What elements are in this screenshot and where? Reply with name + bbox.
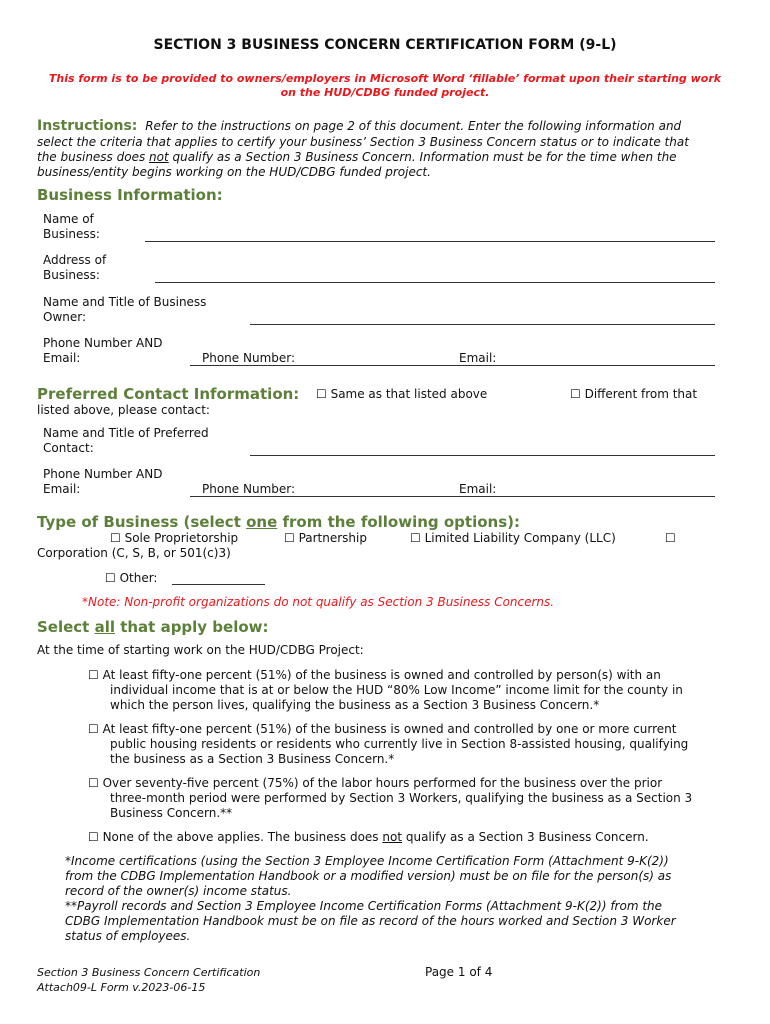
corporation-label: Corporation (C, S, B, or 501(c)3)	[37, 546, 231, 560]
corporation-checkbox[interactable]: ☐	[665, 531, 676, 545]
option-labor-hours-line-3: Business Concern.**	[110, 806, 233, 820]
option-low-income-checkbox[interactable]: ☐ At least fifty-one percent (51%) of the business is owned and controlled by person(s) with an	[88, 668, 661, 682]
page-number: Page 1 of 4	[425, 965, 493, 979]
preferred-phone-label: Phone Number:	[202, 482, 296, 496]
option-labor-hours-checkbox[interactable]: ☐ Over seventy-five percent (75%) of the labor hours performed for the business over the prior	[88, 776, 663, 790]
preferred-name-label-2: Contact:	[43, 441, 94, 455]
preferred-phone-label-1: Phone Number AND	[43, 467, 163, 481]
owner-label-2: Owner:	[43, 310, 87, 324]
phone-email-label-1: Phone Number AND	[43, 336, 163, 350]
business-name-label-1: Name of	[43, 212, 94, 226]
option-public-housing-checkbox[interactable]: ☐ At least fifty-one percent (51%) of the business is owned and controlled by one or more current	[88, 722, 677, 736]
footnote-2-line-2: CDBG Implementation Handbook must be on file as record of the hours worked and Section 3 Worker	[65, 914, 676, 928]
other-field[interactable]	[172, 584, 265, 585]
instructions-line-1: Refer to the instructions on page 2 of this document. Enter the following information and	[145, 119, 682, 133]
sole-proprietorship-checkbox[interactable]: ☐ Sole Proprietorship	[110, 531, 239, 545]
business-info-heading: Business Information:	[37, 186, 223, 204]
option-low-income-line-2: individual income that is at or below the HUD “80% Low Income” income limit for the county in	[110, 683, 683, 697]
business-type-heading: Type of Business (select one from the following options):	[37, 513, 520, 531]
notice-line-1: This form is to be provided to owners/employers in Microsoft Word ‘fillable’ format upon their starting work	[48, 72, 722, 85]
instructions-line-2: select the criteria that applies to certify your business’ Section 3 Business Concern status or to indicate that	[37, 135, 689, 149]
preferred-name-field[interactable]	[250, 455, 715, 456]
preferred-name-label-1: Name and Title of Preferred	[43, 426, 209, 440]
footnote-1-line-2: from the CDBG Implementation Handbook or a modified version) must be on file for the person(s) as	[65, 869, 672, 883]
notice-line-2: on the HUD/CDBG funded project.	[280, 86, 490, 99]
footer-version: Attach09-L Form v.2023-06-15	[37, 981, 206, 994]
preferred-phone-email-field[interactable]	[190, 496, 715, 497]
option-labor-hours-line-2: three-month period were performed by Section 3 Workers, qualifying the business as a Section 3	[110, 791, 693, 805]
different-contact-continued: listed above, please contact:	[37, 403, 210, 417]
business-address-label-1: Address of	[43, 253, 107, 267]
different-contact-checkbox[interactable]: ☐ Different from that	[570, 387, 698, 401]
instructions-heading: Instructions:	[37, 118, 138, 134]
select-all-heading: Select all that apply below:	[37, 618, 269, 636]
phone-label: Phone Number:	[202, 351, 296, 365]
business-address-label-2: Business:	[43, 268, 100, 282]
owner-label-1: Name and Title of Business	[43, 295, 207, 309]
instructions-line-3: the business does not qualify as a Section 3 Business Concern. Information must be for the time when the	[37, 150, 677, 164]
phone-email-field[interactable]	[190, 365, 715, 366]
footer-doc-name: Section 3 Business Concern Certification	[37, 966, 261, 979]
owner-field[interactable]	[250, 324, 715, 325]
footnote-2-line-3: status of employees.	[65, 929, 191, 943]
business-address-field[interactable]	[155, 282, 715, 283]
instructions-line-4: business/entity begins working on the HUD/CDBG funded project.	[37, 165, 431, 179]
same-as-above-checkbox[interactable]: ☐ Same as that listed above	[316, 387, 488, 401]
other-checkbox[interactable]: ☐ Other:	[105, 571, 158, 585]
footnote-2-line-1: **Payroll records and Section 3 Employee Income Certification Forms (Attachment 9-K(2)) from the	[65, 899, 663, 913]
option-low-income-line-3: which the person lives, qualifying the business as a Section 3 Business Concern.*	[110, 698, 600, 712]
phone-email-label-2: Email:	[43, 351, 81, 365]
llc-checkbox[interactable]: ☐ Limited Liability Company (LLC)	[410, 531, 616, 545]
preferred-email-label: Email:	[459, 482, 497, 496]
footnote-1-line-3: record of the owner(s) income status.	[65, 884, 292, 898]
partnership-checkbox[interactable]: ☐ Partnership	[284, 531, 367, 545]
instructions-block	[37, 118, 681, 134]
option-none-checkbox[interactable]: ☐ None of the above applies. The business does not qualify as a Section 3 Business Concern.	[88, 830, 649, 844]
preferred-phone-label-2: Email:	[43, 482, 81, 496]
option-public-housing-line-2: public housing residents or residents who currently live in Section 8-assisted housing, qualifying	[110, 737, 689, 751]
non-profit-note: *Note: Non-profit organizations do not qualify as Section 3 Business Concerns.	[82, 595, 555, 609]
business-name-label-2: Business:	[43, 227, 100, 241]
page-title: SECTION 3 BUSINESS CONCERN CERTIFICATION FORM (9-L)	[153, 37, 617, 53]
business-name-field[interactable]	[145, 241, 715, 242]
preferred-contact-heading: Preferred Contact Information:	[37, 385, 300, 403]
select-all-intro: At the time of starting work on the HUD/CDBG Project:	[37, 643, 364, 657]
option-public-housing-line-3: the business as a Section 3 Business Concern.*	[110, 752, 395, 766]
footnote-1-line-1: *Income certifications (using the Section 3 Employee Income Certification Form (Attachment 9-K(2))	[65, 854, 669, 868]
email-label: Email:	[459, 351, 497, 365]
